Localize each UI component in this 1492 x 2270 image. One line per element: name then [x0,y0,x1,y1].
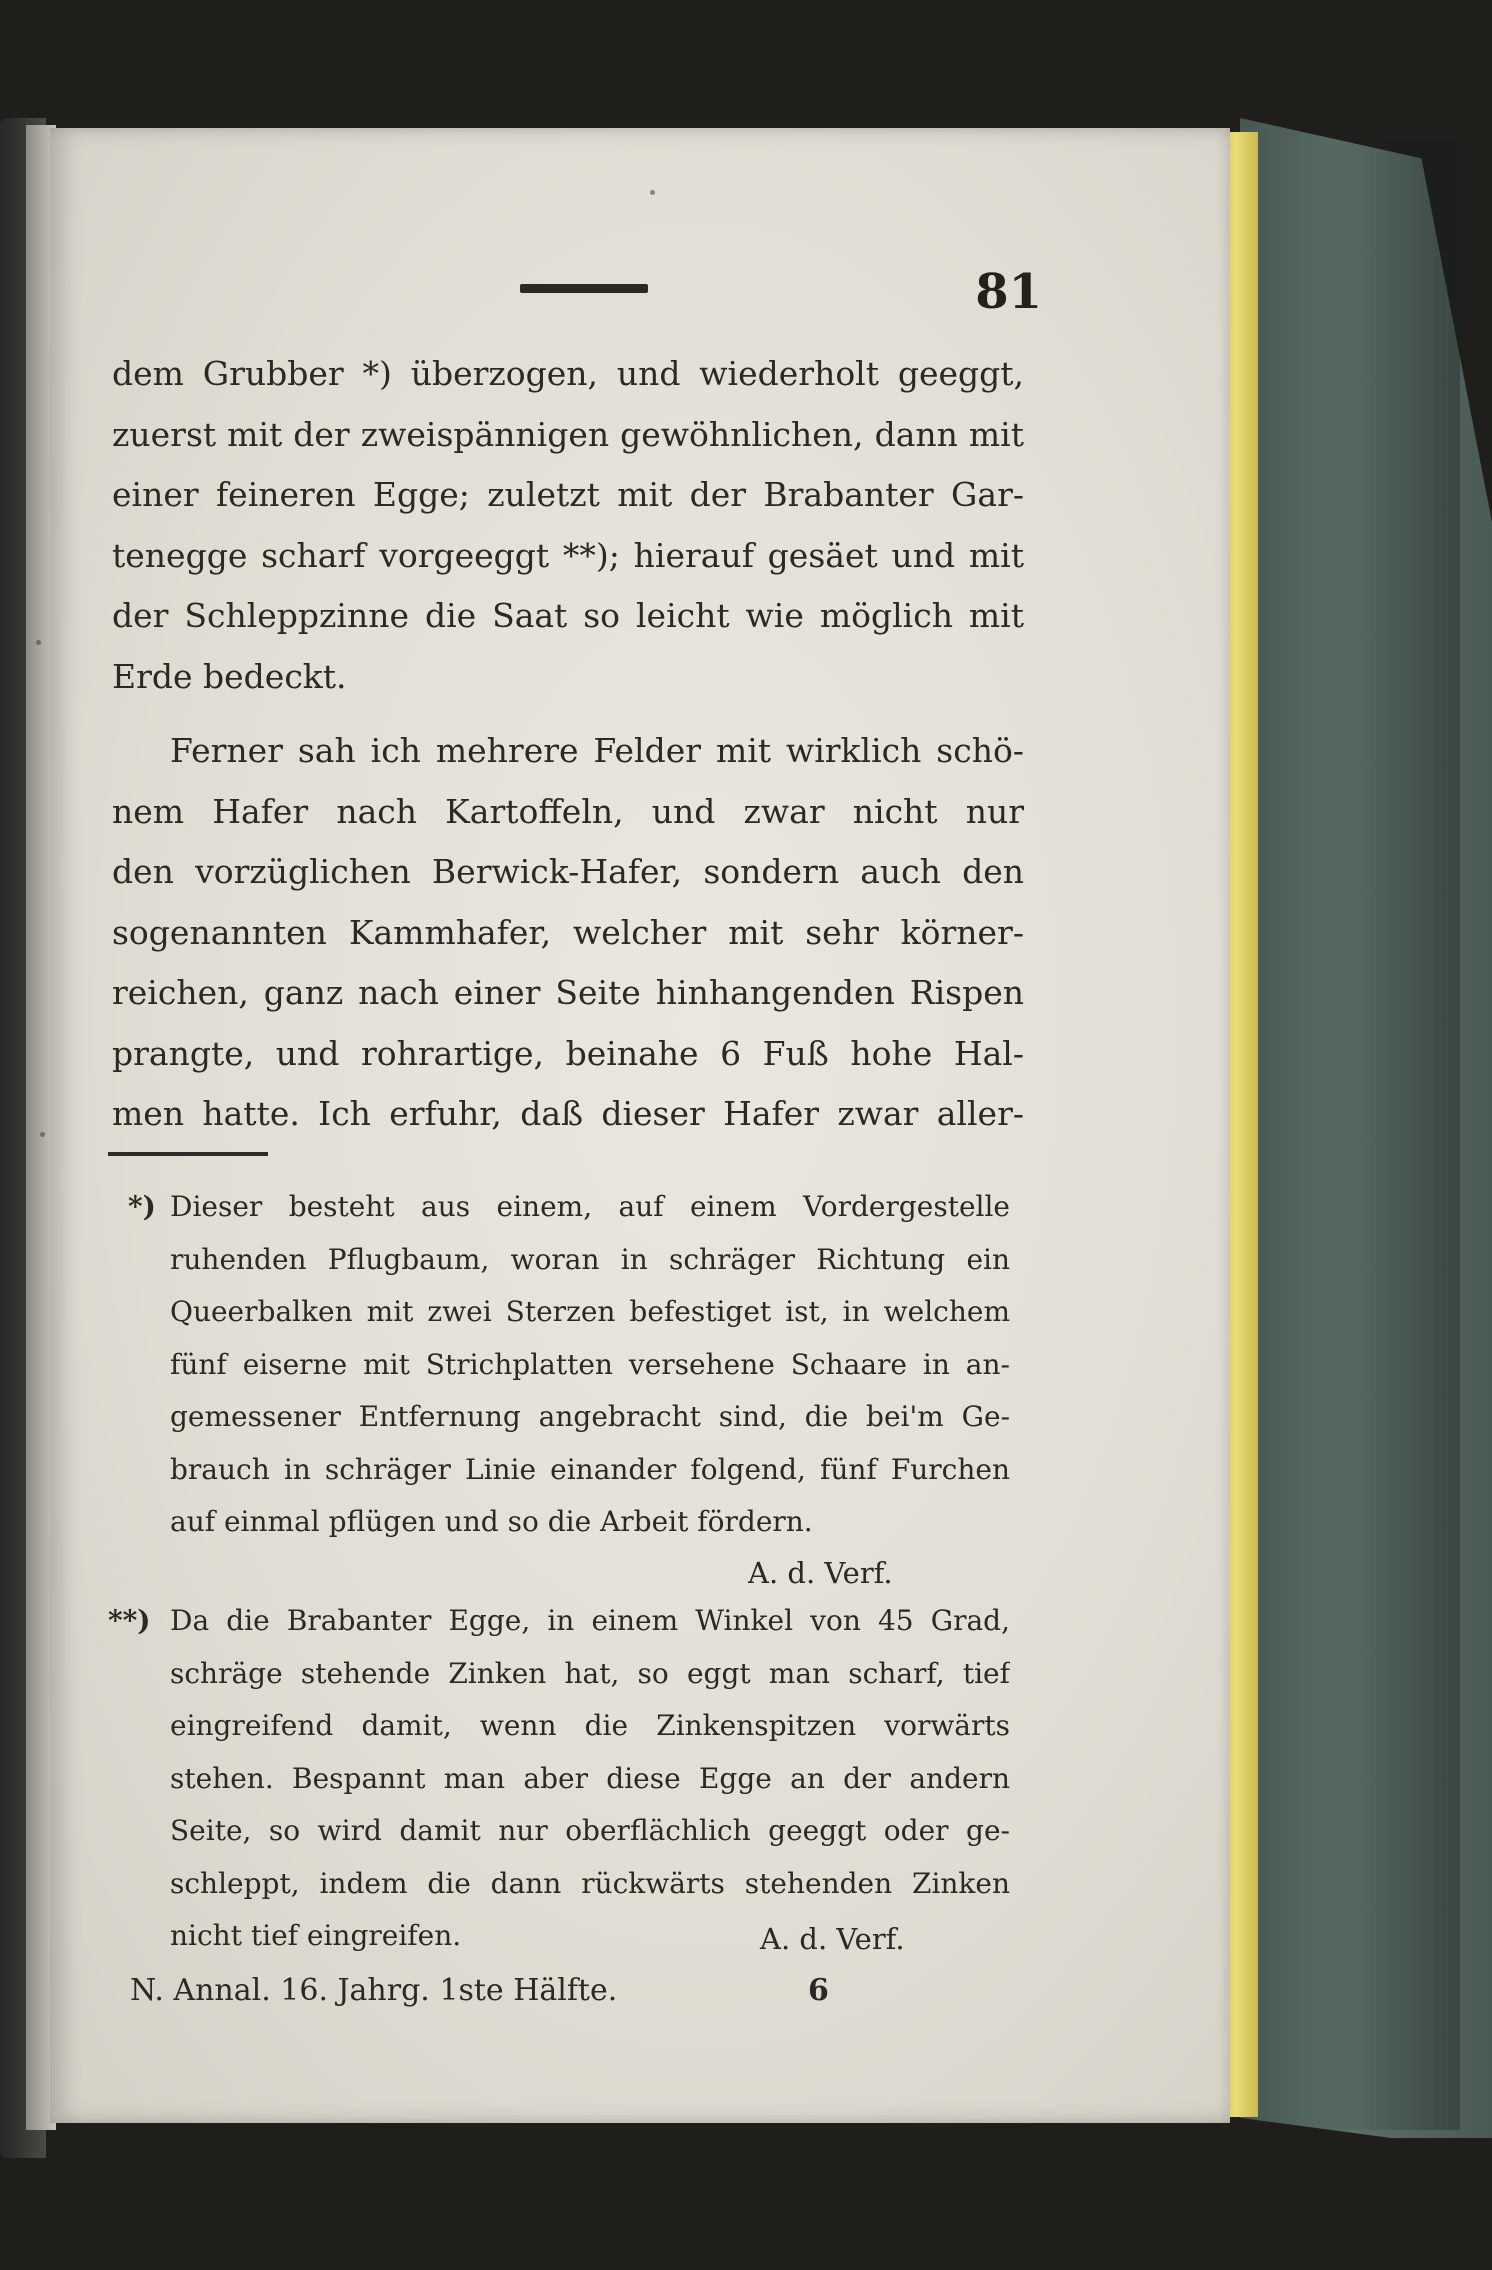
footnote-signature: A. d. Verf. [760,1922,905,1956]
footnote-line: Queerbalken mit zwei Sterzen befestiget ist, in welchem [170,1295,1010,1328]
footnote-line: nicht tief eingreifen. [170,1919,462,1952]
footnote-line: stehen. Bespannt man aber diese Egge an der andern [170,1761,1010,1795]
footnote-line: schräge stehende Zinken hat, so eggt man scharf, tief [170,1656,1010,1690]
footnote-signature: A. d. Verf. [748,1556,893,1590]
footnote-line: schleppt, indem die dann rückwärts stehenden Zinken [170,1866,1010,1900]
body-line: nem Hafer nach Kartoffeln, und zwar nicht nur [112,791,1024,831]
paper-speck [650,190,655,195]
body-line: Erde bedeckt. [112,656,347,696]
sheet-number: 6 [808,1973,829,2008]
footnote-line: brauch in schräger Linie einander folgend, fünf Furchen [170,1452,1010,1486]
footnote-line: Seite, so wird damit nur oberflächlich geeggt oder ge- [170,1814,1010,1847]
body-line: prangte, und rohrartige, beinahe 6 Fuß hohe Hal- [112,1033,1024,1073]
footnote-marker: **) [108,1604,151,1637]
body-line: sogenannten Kammhafer, welcher mit sehr körner- [112,912,1024,952]
footnote-line: fünf eiserne mit Strichplatten versehene Schaare in an- [170,1347,1010,1381]
signature-line: N. Annal. 16. Jahrg. 1ste Hälfte. [130,1973,618,2008]
body-line: zuerst mit der zweispännigen gewöhnlichen, dann mit [112,414,1024,454]
page-number: 81 [975,264,1042,320]
footnote-marker: *) [128,1190,156,1223]
body-line: einer feineren Egge; zuletzt mit der Brabanter Gar- [112,475,1024,514]
paper-speck [36,640,41,645]
footnote-line: eingreifend damit, wenn die Zinkenspitzen vorwärts [170,1709,1010,1742]
header-ornament-rule [520,284,648,293]
footnote-line: gemessener Entfernung angebracht sind, die bei'm Ge- [170,1400,1010,1433]
body-line: dem Grubber *) überzogen, und wiederholt geeggt, [112,354,1024,393]
body-line: Ferner sah ich mehrere Felder mit wirklich schö- [170,731,1024,770]
body-line: men hatte. Ich erfuhr, daß dieser Hafer zwar aller- [112,1094,1024,1133]
body-line: tenegge scharf vorgeeggt **); hierauf gesäet und mit [112,535,1024,575]
footnote-line: auf einmal pflügen und so die Arbeit fördern. [170,1505,813,1538]
body-line: den vorzüglichen Berwick-Hafer, sondern auch den [112,852,1024,891]
footnote-line: ruhenden Pflugbaum, woran in schräger Richtung ein [170,1242,1010,1276]
footnote-rule [108,1152,268,1156]
footnote-line: Dieser besteht aus einem, auf einem Vordergestelle [170,1190,1010,1223]
cover-shadow [1320,140,1460,2130]
footnote-line: Da die Brabanter Egge, in einem Winkel von 45 Grad, [170,1604,1010,1637]
paper-speck [40,1132,45,1137]
body-line: reichen, ganz nach einer Seite hinhangenden Rispen [112,973,1024,1012]
body-line: der Schleppzinne die Saat so leicht wie möglich mit [112,596,1024,635]
